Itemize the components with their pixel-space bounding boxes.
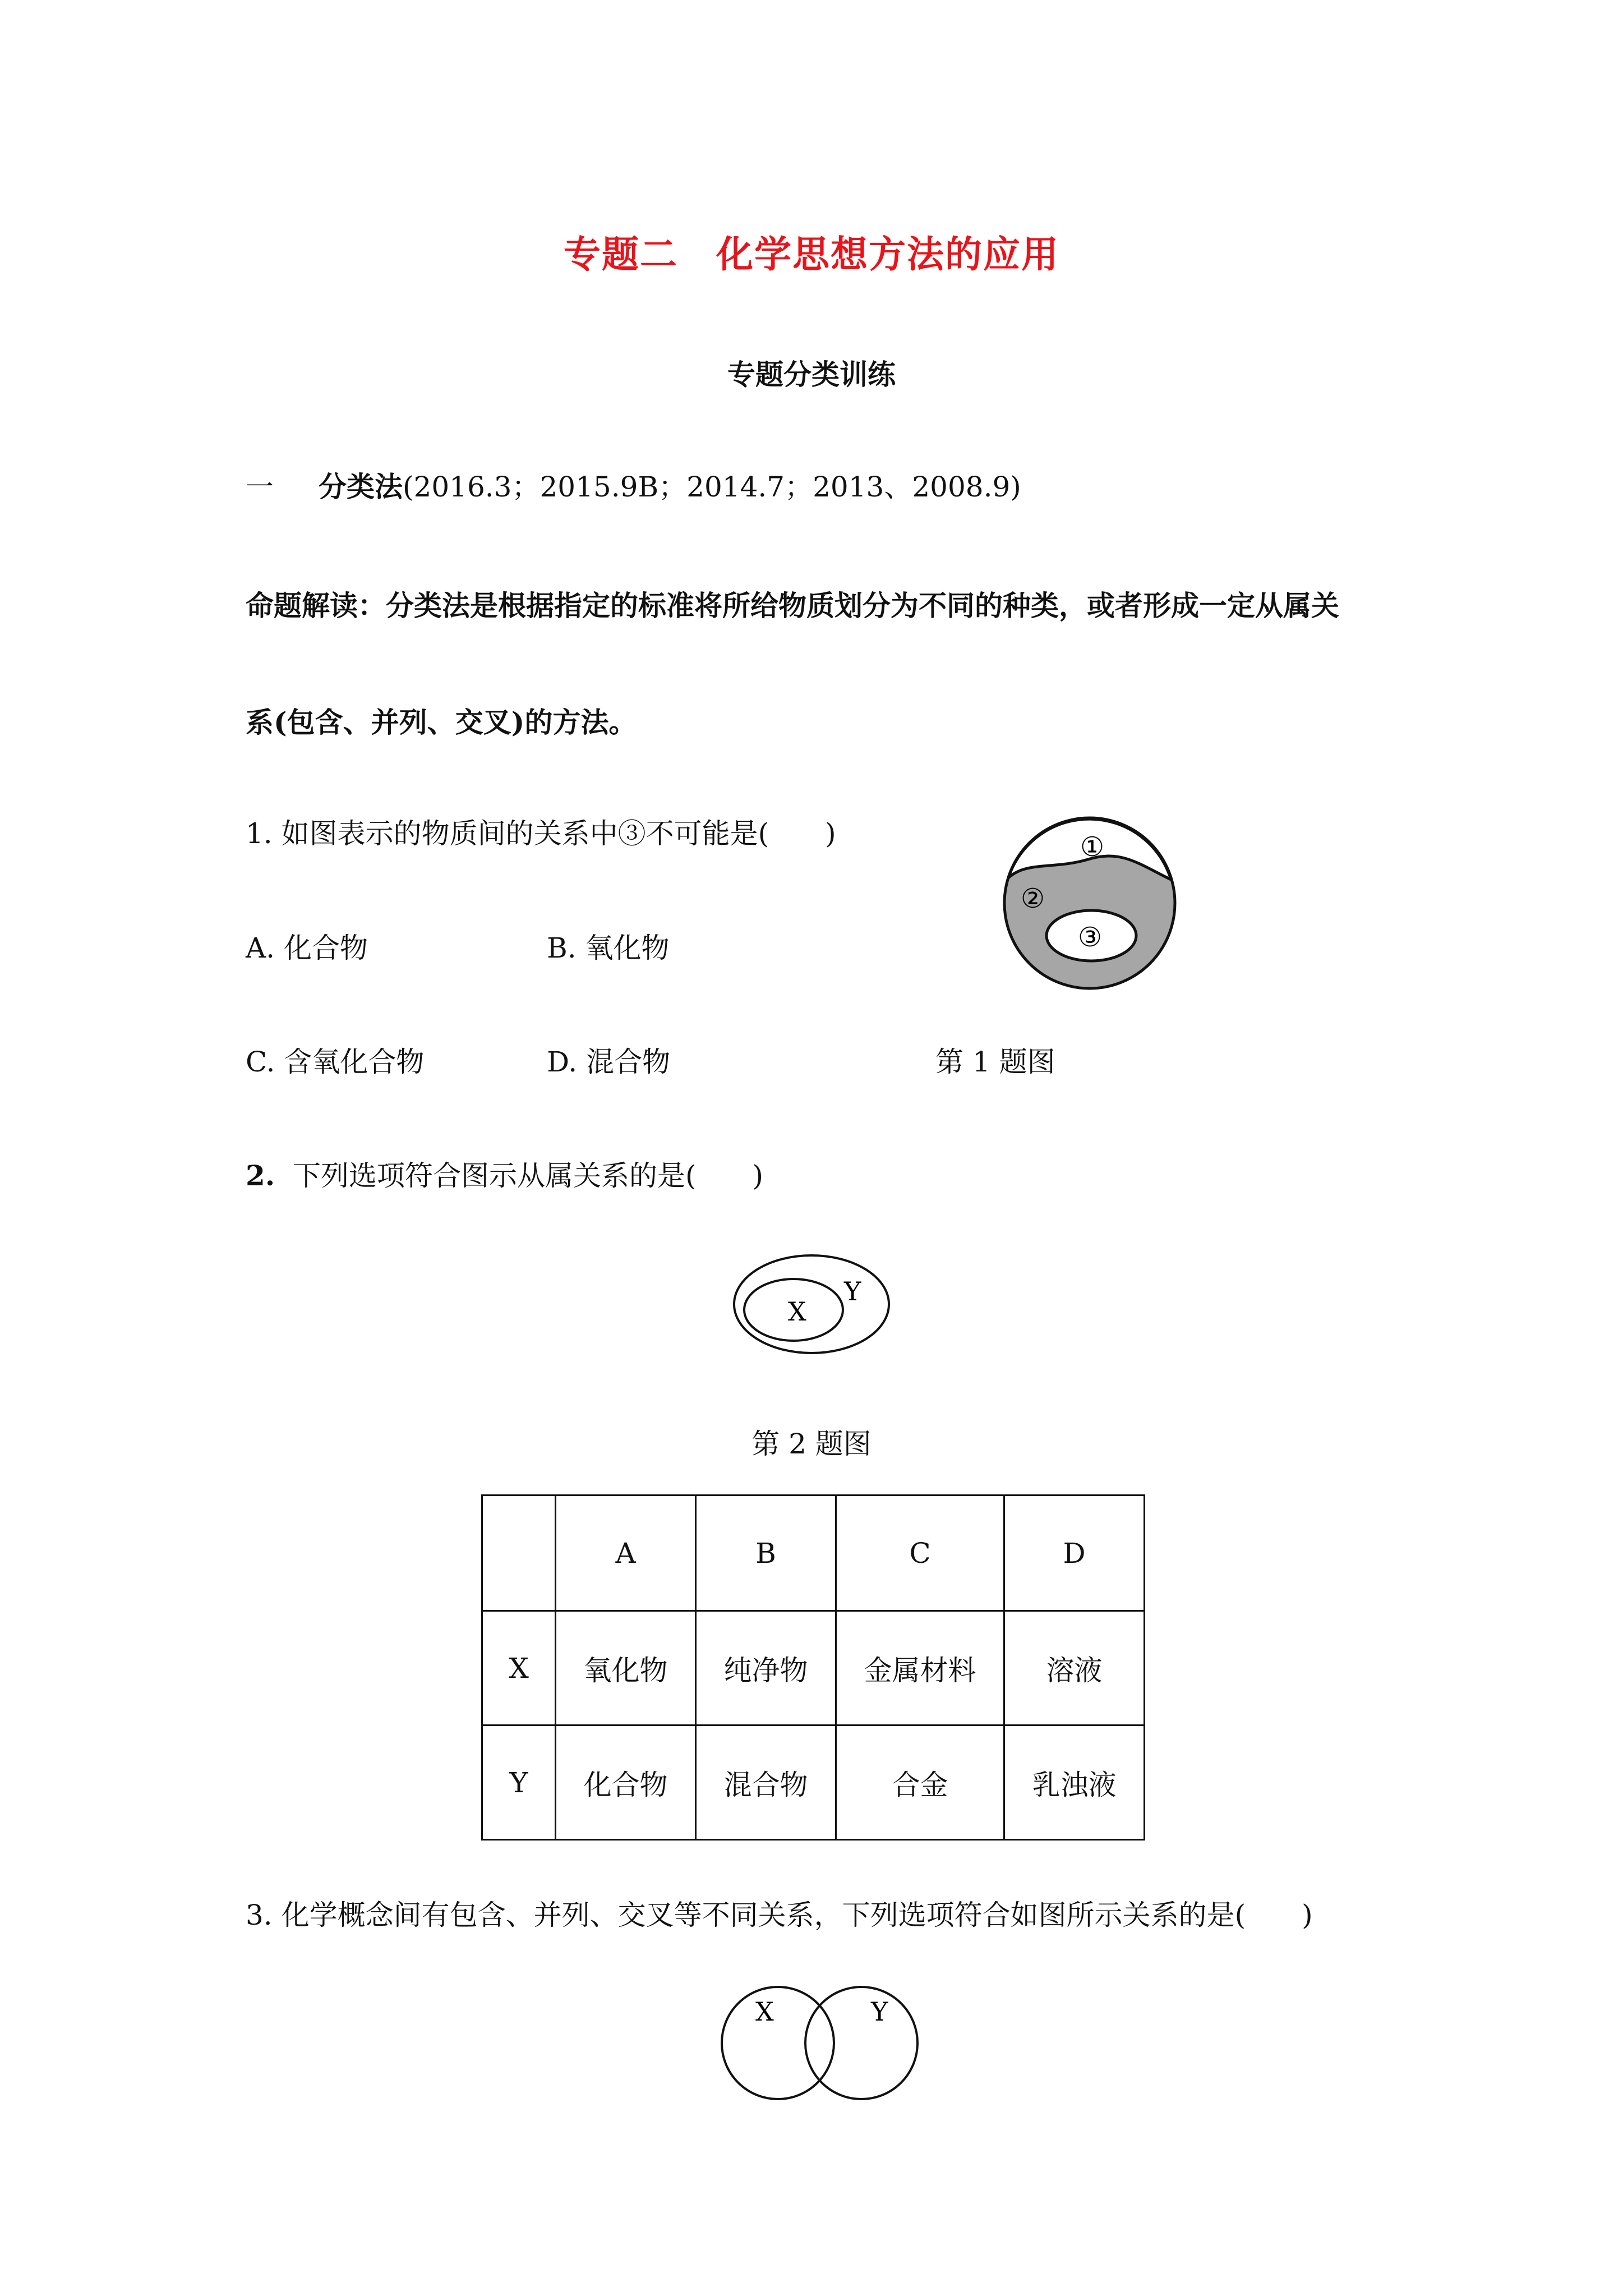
table-cell: 氧化物 bbox=[556, 1611, 696, 1726]
table-cell: B bbox=[696, 1496, 836, 1611]
q2-figure-caption: 第 2 题图 bbox=[751, 1428, 872, 1460]
section-sources: (2016.3；2015.9B；2014.7；2013、2008.9) bbox=[403, 471, 1021, 503]
q3-circle-x bbox=[722, 1987, 834, 2099]
q2-label-y: Y bbox=[844, 1276, 861, 1306]
q2-table bbox=[481, 1494, 1145, 1841]
interpretation-line-2: 系(包含、并列、交叉)的方法。 bbox=[246, 706, 637, 739]
q1-option-b: B. 氧化物 bbox=[547, 932, 670, 964]
q1-option-c: C. 含氧化合物 bbox=[246, 1046, 425, 1078]
section-number: 一 bbox=[246, 471, 274, 503]
table-cell bbox=[482, 1496, 556, 1611]
q1-stem: 1. 如图表示的物质间的关系中③不可能是( ) bbox=[246, 817, 836, 850]
table-row bbox=[482, 1496, 1145, 1611]
q1-option-d: D. 混合物 bbox=[547, 1046, 671, 1078]
q1-figure-caption: 第 1 题图 bbox=[935, 1046, 1055, 1078]
table-row bbox=[482, 1726, 1145, 1840]
q2-label-x: X bbox=[788, 1296, 806, 1327]
q3-figure bbox=[712, 1980, 937, 2109]
q2-stem: 下列选项符合图示从属关系的是( ) bbox=[293, 1159, 764, 1192]
table-cell: D bbox=[1004, 1496, 1145, 1611]
q1-label-2: ② bbox=[1021, 883, 1045, 914]
table-cell: 混合物 bbox=[696, 1726, 836, 1840]
q3-label-x: X bbox=[755, 1996, 774, 2027]
q2-figure bbox=[732, 1251, 895, 1363]
table-cell: 乳浊液 bbox=[1004, 1726, 1145, 1840]
q1-label-3: ③ bbox=[1078, 922, 1103, 953]
q3-stem: 3. 化学概念间有包含、并列、交叉等不同关系，下列选项符合如图所示关系的是( ) bbox=[246, 1899, 1313, 1931]
table-cell: Y bbox=[482, 1726, 556, 1840]
q1-figure bbox=[993, 808, 1189, 999]
table-row bbox=[482, 1611, 1145, 1726]
q1-label-1: ① bbox=[1080, 831, 1105, 863]
table-cell: 金属材料 bbox=[836, 1611, 1004, 1726]
table-cell: 溶液 bbox=[1004, 1611, 1145, 1726]
table-cell: X bbox=[482, 1611, 556, 1726]
table-cell: A bbox=[556, 1496, 696, 1611]
table-cell: C bbox=[836, 1496, 1004, 1611]
table-cell: 纯净物 bbox=[696, 1611, 836, 1726]
page-subtitle: 专题分类训练 bbox=[727, 358, 896, 391]
q2-number: 2. bbox=[246, 1159, 275, 1192]
section-header bbox=[246, 464, 1021, 505]
interpretation-line-1: 命题解读：分类法是根据指定的标准将所给物质划分为不同的种类，或者形成一定从属关 bbox=[246, 589, 1339, 622]
table-cell: 化合物 bbox=[556, 1726, 696, 1840]
section-name: 分类法 bbox=[319, 470, 403, 503]
q2-stem-line bbox=[246, 1153, 763, 1194]
q1-option-a: A. 化合物 bbox=[246, 932, 368, 964]
q3-label-y: Y bbox=[871, 1996, 888, 2027]
table-cell: 合金 bbox=[836, 1726, 1004, 1840]
page-title: 专题二 化学思想方法的应用 bbox=[564, 232, 1059, 276]
q3-circle-y bbox=[805, 1987, 917, 2099]
